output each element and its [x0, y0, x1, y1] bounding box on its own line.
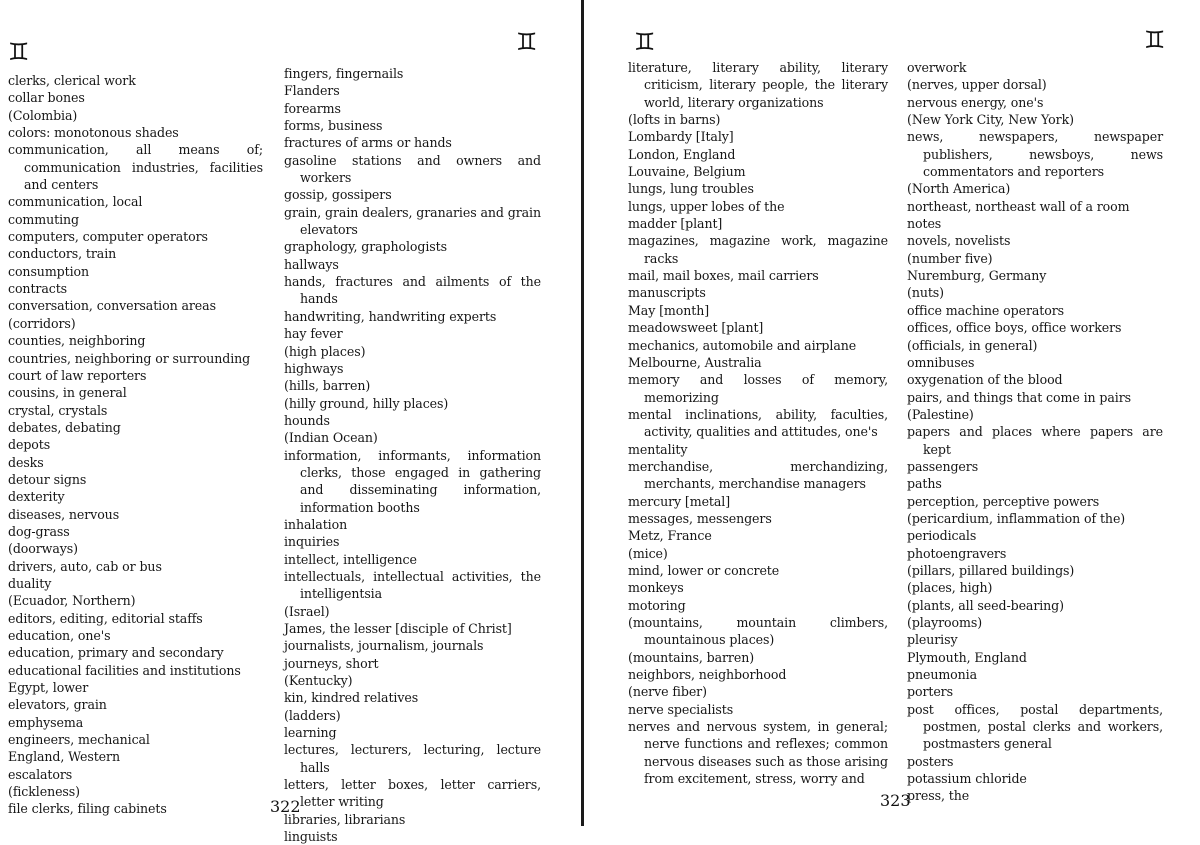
- index-entry: handwriting, handwriting experts: [284, 308, 497, 324]
- index-entry: journalists, journalism, journals: [284, 638, 484, 654]
- index-entry: magazines, magazine work, magazine racks: [628, 233, 888, 266]
- index-entry: (fickleness): [8, 784, 80, 800]
- index-entry: fingers, fingernails: [284, 66, 404, 81]
- index-entry: merchandise, merchandizing, merchants, merchandise managers: [628, 458, 888, 492]
- index-entry: escalators: [8, 766, 73, 782]
- index-entry: contracts: [8, 281, 68, 297]
- gemini-icon: ♊: [516, 28, 538, 56]
- index-entry: (mice): [628, 545, 668, 561]
- index-entry: perception, perceptive powers: [907, 493, 1100, 509]
- index-entry: inquiries: [284, 534, 340, 550]
- index-entry: journeys, short: [284, 655, 379, 671]
- index-entry: mail, mail boxes, mail carriers: [628, 268, 819, 284]
- index-entry: grain, grain dealers, granaries and grain elevators: [284, 204, 541, 238]
- index-entry: madder [plant]: [628, 216, 723, 232]
- index-entry: (Israel): [284, 603, 330, 619]
- index-entry: England, Western: [8, 749, 120, 765]
- index-entry: news, newspapers, newspaper publishers, newsboys, news commentators and reporters: [907, 129, 1163, 180]
- index-entry: oxygenation of the blood: [907, 372, 1063, 388]
- index-entry: James, the lesser [disciple of Christ]: [284, 621, 512, 636]
- index-entry: mercury [metal]: [628, 493, 731, 509]
- index-entry: nerves and nervous system, in general; nerve functions and reflexes; common nervous diseases such as those arising from excitement, stress, worry and: [628, 719, 888, 787]
- index-entry: (nuts): [907, 285, 944, 301]
- index-entry: manuscripts: [628, 285, 706, 301]
- index-entry: (playrooms): [907, 615, 983, 630]
- index-entry: motoring: [628, 597, 686, 613]
- index-entry: pneumonia: [907, 667, 978, 683]
- index-entry: gossip, gossipers: [284, 187, 392, 203]
- index-entry: nervous energy, one's: [907, 94, 1044, 110]
- index-entry: posters: [907, 753, 954, 769]
- index-entry: press, the: [907, 788, 970, 804]
- index-entry: dog-grass: [8, 523, 70, 539]
- index-entry: photoengravers: [907, 545, 1007, 561]
- index-entry: pleurisy: [907, 632, 958, 648]
- index-entry: passengers: [907, 458, 979, 474]
- index-entry: emphysema: [8, 714, 84, 730]
- index-entry: elevators, grain: [8, 697, 107, 713]
- index-entry: depots: [8, 437, 51, 453]
- index-entry: (New York City, New York): [907, 112, 1074, 128]
- index-entry: (Indian Ocean): [284, 430, 378, 446]
- index-entry: Egypt, lower: [8, 680, 89, 696]
- index-entry: (ladders): [284, 707, 341, 723]
- index-entry: neighbors, neighborhood: [628, 667, 787, 683]
- index-entry: Lombardy [Italy]: [628, 129, 734, 145]
- index-entry: drivers, auto, cab or bus: [8, 558, 162, 574]
- index-entry: letters, letter boxes, letter carriers, letter writing: [284, 777, 541, 810]
- index-entry: post offices, postal departments, postmen, postal clerks and workers, postmasters general: [907, 701, 1163, 752]
- index-entry: highways: [284, 360, 344, 376]
- index-entry: engineers, mechanical: [8, 732, 150, 748]
- index-entry: (pericardium, inflammation of the): [907, 510, 1126, 526]
- index-entry: monkeys: [628, 580, 684, 596]
- index-entry: linguists: [284, 829, 338, 845]
- index-entry: learning: [284, 725, 337, 741]
- index-entry: dexterity: [8, 489, 65, 505]
- index-entry: papers and places where papers are kept: [907, 424, 1163, 457]
- index-entry: meadowsweet [plant]: [628, 320, 764, 336]
- index-entry: hallways: [284, 256, 339, 272]
- index-entry: (mountains, barren): [628, 649, 755, 665]
- index-entry: intellectuals, intellectual activities, the intelligentsia: [284, 568, 541, 602]
- index-entry: hounds: [284, 412, 330, 428]
- index-entry: (hilly ground, hilly places): [284, 395, 449, 411]
- index-entry: lectures, lecturers, lecturing, lecture halls: [284, 742, 541, 775]
- index-entry: conductors, train: [8, 246, 117, 262]
- index-entry: commuting: [8, 211, 79, 227]
- index-entry: editors, editing, editorial staffs: [8, 610, 203, 626]
- index-column: [628, 59, 888, 787]
- index-entry: hay fever: [284, 326, 343, 342]
- index-entry: overwork: [907, 60, 967, 75]
- page-number: 323: [880, 791, 911, 810]
- index-entry: (lofts in barns): [628, 112, 721, 128]
- index-entry: periodicals: [907, 528, 977, 544]
- index-entry: Nuremburg, Germany: [907, 268, 1047, 284]
- index-entry: countries, neighboring or surrounding: [8, 350, 251, 366]
- index-column: [284, 65, 541, 845]
- index-entry: (North America): [907, 181, 1011, 197]
- index-entry: communication, all means of; communication industries, facilities and centers: [8, 142, 263, 193]
- index-entry: (number five): [907, 250, 993, 266]
- index-entry: collar bones: [8, 90, 85, 106]
- page-number: 322: [270, 797, 301, 816]
- gemini-icon: ♊: [634, 28, 656, 56]
- index-entry: kin, kindred relatives: [284, 690, 419, 706]
- index-entry: consumption: [8, 263, 90, 279]
- index-entry: (Kentucky): [284, 673, 353, 689]
- index-entry: detour signs: [8, 471, 87, 487]
- index-entry: literature, literary ability, literary criticism, literary people, the literary world, literary organizations: [628, 60, 888, 110]
- index-entry: duality: [8, 575, 52, 591]
- index-entry: (nerves, upper dorsal): [907, 77, 1047, 93]
- index-entry: desks: [8, 454, 44, 470]
- index-entry: porters: [907, 684, 953, 700]
- index-entry: (high places): [284, 343, 366, 359]
- index-entry: Flanders: [284, 83, 340, 99]
- index-entry: court of law reporters: [8, 367, 147, 383]
- index-entry: clerks, clerical work: [8, 73, 136, 88]
- index-entry: messages, messengers: [628, 510, 772, 526]
- index-entry: counties, neighboring: [8, 333, 146, 349]
- index-entry: potassium chloride: [907, 771, 1027, 787]
- index-entry: (plants, all seed-bearing): [907, 597, 1064, 613]
- index-entry: Metz, France: [628, 528, 712, 544]
- index-entry: (Palestine): [907, 406, 974, 422]
- index-entry: mind, lower or concrete: [628, 562, 780, 578]
- index-entry: (officials, in general): [907, 337, 1038, 353]
- index-entry: gasoline stations and owners and workers: [284, 152, 541, 186]
- gemini-icon: ♊: [1144, 26, 1166, 54]
- index-entry: graphology, graphologists: [284, 239, 447, 255]
- index-entry: debates, debating: [8, 419, 121, 435]
- index-entry: office machine operators: [907, 302, 1065, 318]
- index-entry: communication, local: [8, 194, 143, 210]
- index-entry: computers, computer operators: [8, 229, 208, 245]
- index-entry: mechanics, automobile and airplane: [628, 337, 857, 353]
- index-entry: crystal, crystals: [8, 402, 108, 418]
- index-entry: diseases, nervous: [8, 506, 120, 522]
- index-entry: mental inclinations, ability, faculties, activity, qualities and attitudes, one's: [628, 406, 888, 440]
- index-entry: pairs, and things that come in pairs: [907, 389, 1132, 405]
- index-entry: forearms: [284, 100, 341, 116]
- index-entry: lungs, lung troubles: [628, 181, 754, 197]
- index-entry: London, England: [628, 146, 736, 162]
- index-entry: notes: [907, 216, 942, 232]
- index-entry: (Colombia): [8, 107, 78, 123]
- index-entry: nerve specialists: [628, 701, 734, 717]
- index-column: [8, 72, 263, 818]
- index-entry: memory and losses of memory, memorizing: [628, 372, 888, 405]
- index-entry: (pillars, pillared buildings): [907, 562, 1075, 578]
- index-entry: education, primary and secondary: [8, 645, 224, 661]
- index-entry: file clerks, filing cabinets: [8, 801, 167, 817]
- index-entry: (mountains, mountain climbers, mountainous places): [628, 615, 888, 648]
- index-entry: colors: monotonous shades: [8, 125, 179, 141]
- index-entry: Louvaine, Belgium: [628, 164, 746, 180]
- index-column: [907, 59, 1163, 805]
- index-entry: (hills, barren): [284, 378, 371, 394]
- index-entry: educational facilities and institutions: [8, 662, 241, 678]
- index-entry: novels, novelists: [907, 233, 1011, 249]
- index-entry: lungs, upper lobes of the: [628, 198, 785, 214]
- index-entry: hands, fractures and ailments of the hands: [284, 274, 541, 307]
- index-entry: Plymouth, England: [907, 649, 1027, 665]
- index-entry: education, one's: [8, 628, 111, 643]
- index-entry: offices, office boys, office workers: [907, 320, 1122, 336]
- gemini-icon: ♊: [8, 38, 30, 66]
- index-entry: northeast, northeast wall of a room: [907, 198, 1130, 214]
- index-entry: (nerve fiber): [628, 684, 707, 700]
- index-entry: inhalation: [284, 516, 348, 532]
- index-entry: intellect, intelligence: [284, 551, 417, 567]
- index-entry: paths: [907, 476, 942, 492]
- index-entry: fractures of arms or hands: [284, 135, 452, 151]
- index-entry: (Ecuador, Northern): [8, 593, 136, 609]
- index-entry: forms, business: [284, 118, 383, 134]
- index-entry: conversation, conversation areas: [8, 298, 216, 314]
- index-entry: Melbourne, Australia: [628, 354, 762, 370]
- index-entry: libraries, librarians: [284, 811, 406, 827]
- index-entry: mentality: [628, 441, 688, 457]
- index-entry: omnibuses: [907, 354, 975, 370]
- index-entry: (corridors): [8, 315, 76, 331]
- index-entry: (places, high): [907, 580, 993, 596]
- index-entry: information, informants, information clerks, those engaged in gathering and disseminating information, information booths: [284, 447, 541, 515]
- index-entry: cousins, in general: [8, 385, 127, 401]
- index-entry: (doorways): [8, 541, 78, 557]
- index-entry: May [month]: [628, 302, 710, 318]
- book-spine: [581, 0, 584, 826]
